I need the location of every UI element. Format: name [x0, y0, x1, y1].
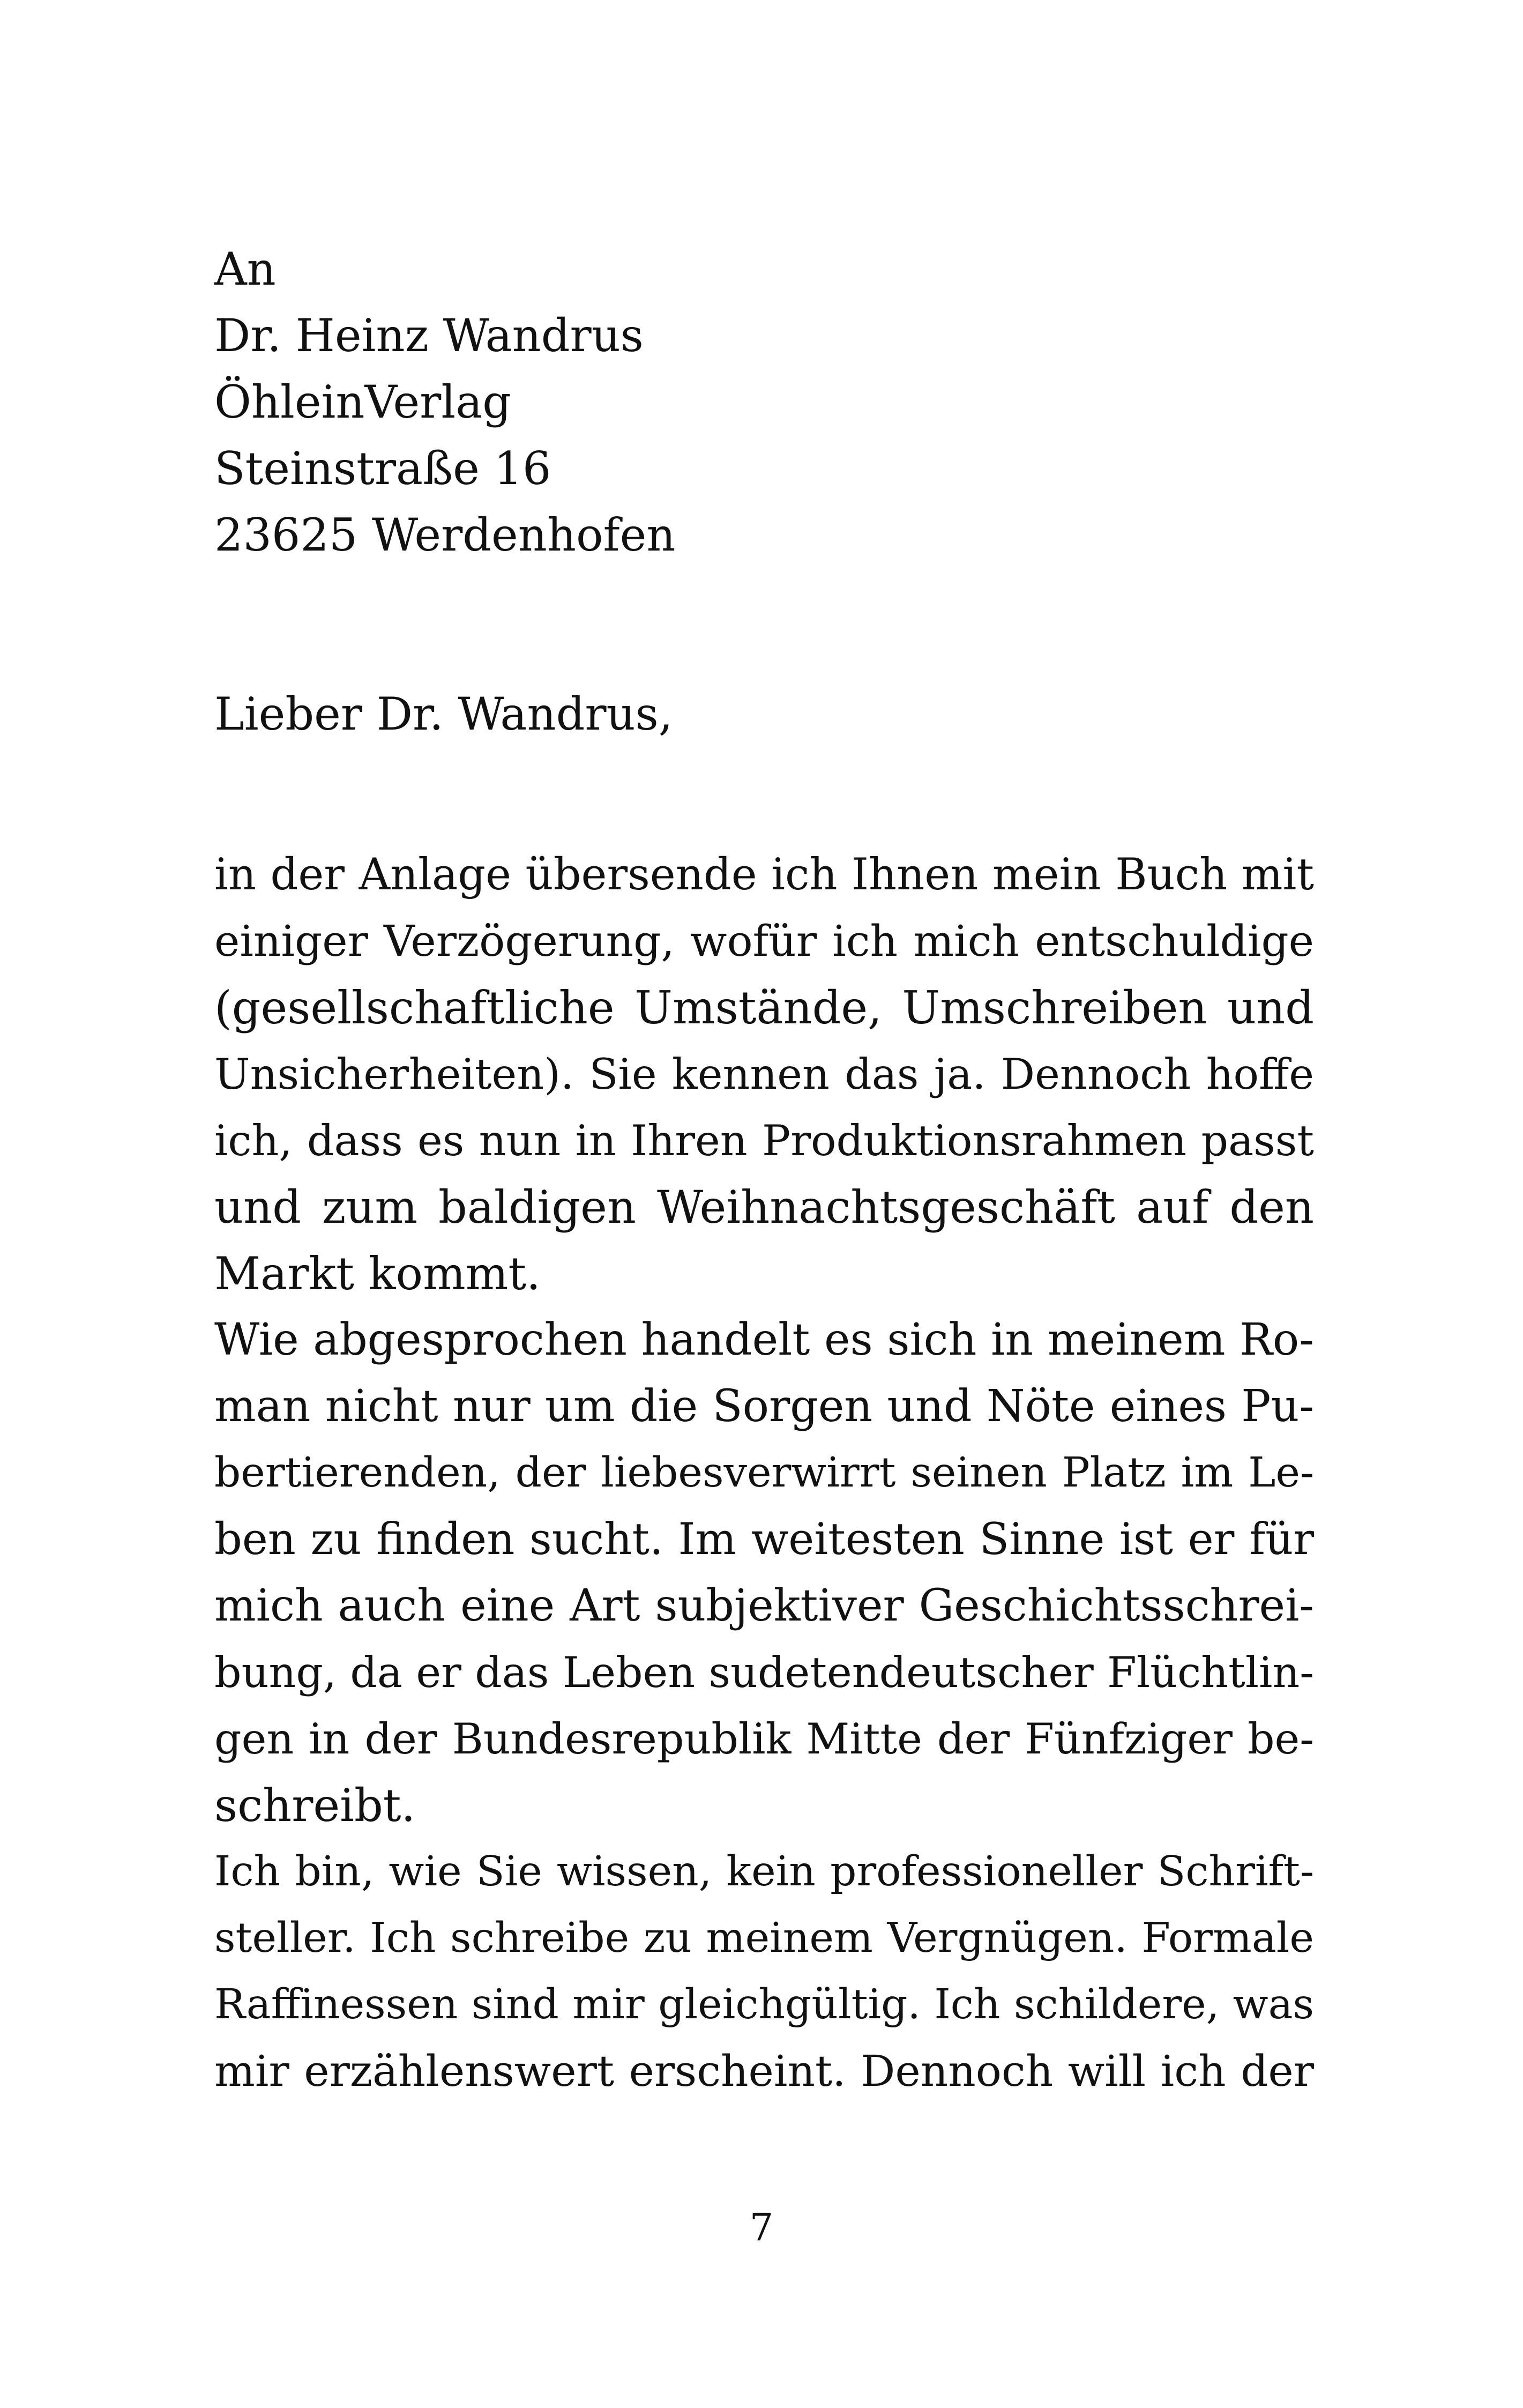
body-line: gen in der Bundesrepublik Mitte der Fünfziger be-: [214, 1714, 1314, 1764]
body-line: Markt kommt.: [214, 1247, 541, 1300]
recipient-address: [214, 236, 675, 568]
body-line: steller. Ich schreibe zu meinem Vergnügen. Formale: [214, 1914, 1314, 1962]
body-line: mich auch eine Art subjektiver Geschichtsschrei-: [214, 1580, 1314, 1631]
body-line: ben zu finden sucht. Im weitesten Sinne ist er für: [214, 1514, 1314, 1565]
address-line: An: [214, 243, 276, 295]
body-line: in der Anlage übersende ich Ihnen mein Buch mit: [214, 850, 1314, 900]
address-line: Steinstraße 16: [214, 442, 551, 495]
address-line: 23625 Werdenhofen: [214, 509, 676, 561]
letter-body: [214, 842, 1314, 2105]
body-line: Wie abgesprochen handelt es sich in meinem Ro-: [214, 1314, 1314, 1365]
body-line: Raffinessen sind mir gleichgültig. Ich schildere, was: [214, 1981, 1314, 2028]
body-line: bung, da er das Leben sudetendeutscher Flüchtlin-: [214, 1648, 1314, 1697]
salutation: Lieber Dr. Wandrus,: [214, 688, 673, 740]
address-line: Dr. Heinz Wandrus: [214, 309, 644, 362]
body-line: Unsicherheiten). Sie kennen das ja. Dennoch hoffe: [214, 1050, 1314, 1099]
body-line: bertierenden, der liebesverwirrt seinen Platz im Le-: [214, 1449, 1314, 1497]
address-line: ÖhleinVerlag: [214, 376, 512, 428]
body-line: ich, dass es nun in Ihren Produktionsrahmen passt: [214, 1116, 1314, 1165]
body-line: schreibt.: [214, 1779, 416, 1832]
page-number: 7: [749, 2205, 774, 2249]
body-line: und zum baldigen Weihnachtsgeschäft auf den: [214, 1181, 1314, 1233]
body-line: mir erzählenswert erscheint. Dennoch will ich der: [214, 2046, 1314, 2096]
body-line: man nicht nur um die Sorgen und Nöte eines Pu-: [214, 1381, 1314, 1432]
body-line: (gesellschaftliche Umstände, Umschreiben und: [214, 982, 1314, 1034]
body-line: Ich bin, wie Sie wissen, kein professioneller Schrift-: [214, 1848, 1314, 1896]
body-line: einiger Verzögerung, wofür ich mich entschuldige: [214, 916, 1314, 966]
